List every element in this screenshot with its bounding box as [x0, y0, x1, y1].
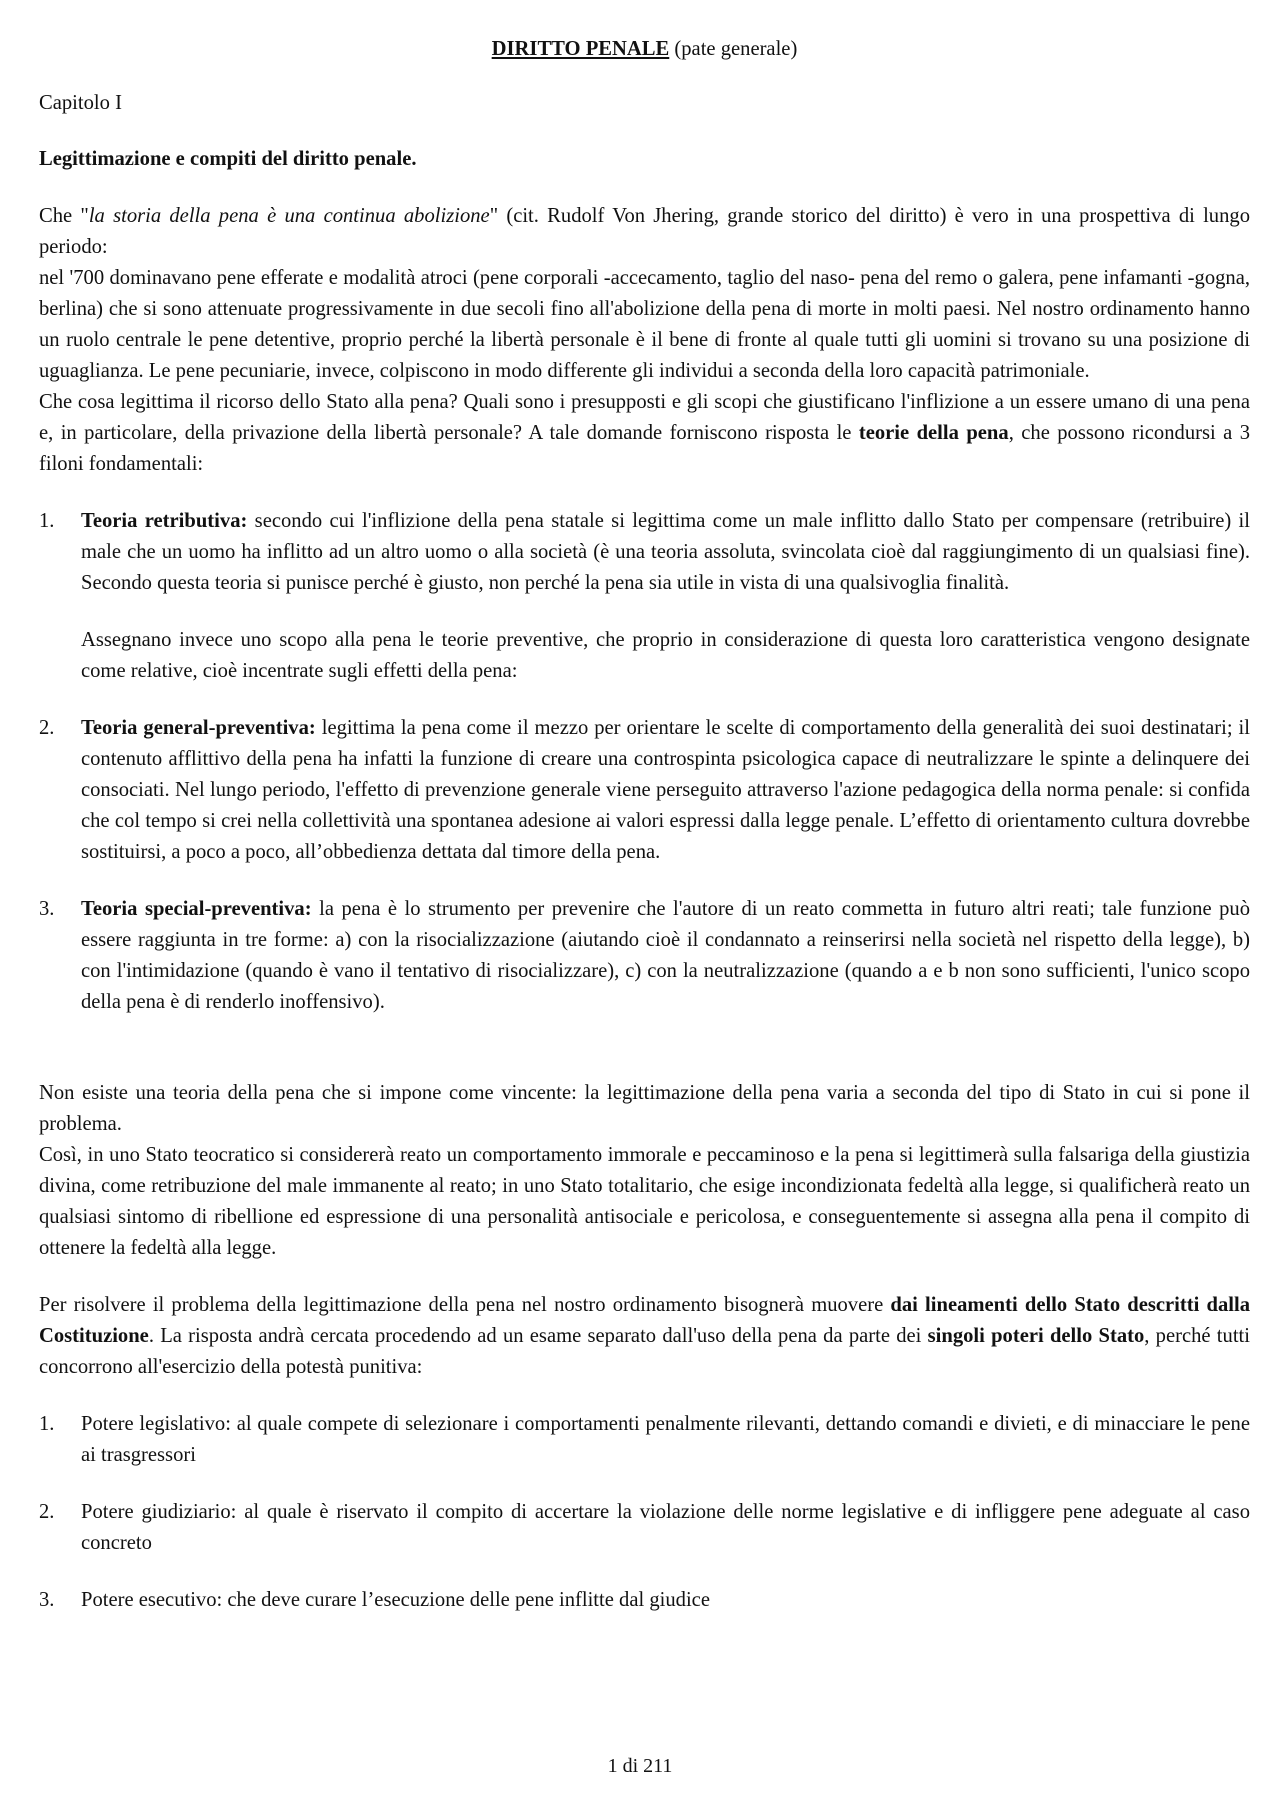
intro-p3-a: Che cosa legittima il ricorso dello Stato alla pena? Quali sono i presupposti e gli scopi che giustificano l'inflizione a un essere umano di una pena e, in particolare, della privazione della libertà personale? A tale domande forniscono risposta le — [39, 391, 1250, 444]
body-paragraph-state: Non esiste una teoria della pena che si impone come vincente: la legittimazione della pena varia a seconda del tipo di Stato in cui si pone il problema. — [39, 1082, 1250, 1135]
title-sub: (pate generale) — [669, 38, 798, 60]
body-p6-bold2: singoli poteri dello Stato — [927, 1325, 1145, 1347]
document-page — [39, 34, 1250, 1616]
body-paragraph-powers — [39, 1290, 1250, 1383]
powers-list — [39, 1497, 1250, 1559]
theory-text: la pena è lo strumento per prevenire che l'autore di un reato commetta in futuro altri reati; tale funzione può essere raggiunta in tre forme: a) con la risocializzazione (aiutando cioè il condannato a reinserirsi nella società nel rispetto della legge), b) con l'intimidazione (quando è vano il tentativo di risocializzare), c) con la neutralizzazione (quando a e b non sono sufficienti, l'unico scopo della pena è di renderlo inoffensivo). — [81, 898, 1250, 1013]
theory-text: legittima la pena come il mezzo per orientare le scelte di comportamento della generalità dei suoi destinatari; il contenuto afflittivo della pena ha infatti la funzione di creare una controspinta psicologica capace di neutralizzare le spinte a delinquere dei consociati. Nel lungo periodo, l'effetto di prevenzione generale viene perseguito attraverso l'azione pedagogica della norma penale: si confida che col tempo si crei nella collettività una spontanea adesione ai valori espressi dalla legge penale. L’effetto di orientamento cultura dovrebbe sostituirsi, a poco a poco, all’obbedienza dettata dal timore della pena. — [81, 717, 1250, 863]
body-p6-bold1: dai lineamenti dello Stato descritti dalla Costituzione — [39, 1294, 1250, 1347]
powers-list — [39, 1585, 1250, 1616]
theory-item — [39, 506, 1250, 599]
intro-p3-bold: teorie della pena — [858, 422, 1009, 444]
preventive-note: Assegnano invece uno scopo alla pena le teorie preventive, che proprio in considerazione di questa loro caratteristica vengono designate come relative, cioè incentrate sugli effetti della pena: — [81, 629, 1250, 682]
document-title — [39, 34, 1250, 65]
page-number: 1 di 211 — [607, 1755, 673, 1777]
list-number: 2. — [39, 1501, 55, 1523]
body-p6-b: . La risposta andrà cercata procedendo ad un esame separato dall'uso della pena da parte dei — [148, 1325, 928, 1347]
theory-text: secondo cui l'inflizione della pena statale si legittima come un male inflitto dallo Stato per compensare (retribuire) il male che un uomo ha inflitto ad un altro uomo o alla società (è una teoria assoluta, svincolata cioè dal raggiungimento di un qualsiasi fine). Secondo questa teoria si punisce perché è giusto, non perché la pena sia utile in vista di una qualsivoglia finalità. — [81, 510, 1250, 594]
powers-list — [39, 1409, 1250, 1471]
intro-p1-b: " (cit. Rudolf Von Jhering, grande storico del diritto) è vero in una prospettiva di lungo periodo: — [39, 205, 1250, 258]
power-text: Potere legislativo: al quale compete di selezionare i comportamenti penalmente rilevanti, dettando comandi e divieti, e di minacciare le pene ai trasgressori — [81, 1413, 1250, 1466]
theories-list-continued — [39, 713, 1250, 868]
theory-name: Teoria general-preventiva: — [81, 717, 316, 739]
power-item — [39, 1585, 1250, 1616]
theories-list — [39, 506, 1250, 599]
chapter-label: Capitolo I — [39, 92, 122, 114]
list-number: 3. — [39, 1589, 55, 1611]
power-text: Potere giudiziario: al quale è riservato il compito di accertare la violazione delle norme legislative e di infliggere pene adeguate al caso concreto — [81, 1501, 1250, 1554]
theory-item — [39, 894, 1250, 1018]
body-p6-c: , perché tutti concorrono all'esercizio della potestà punitiva: — [39, 1325, 1250, 1378]
power-item — [39, 1409, 1250, 1471]
intro-p1-a: Che " — [39, 205, 89, 227]
theories-list-continued — [39, 894, 1250, 1018]
intro-paragraph-history: nel '700 dominavano pene efferate e modalità atroci (pene corporali -accecamento, taglio del naso- pena del remo o galera, pene infamanti -gogna, berlina) che si sono attenuate progressivamente in due secoli fino all'abolizione della pena di morte in molti paesi. Nel nostro ordinamento hanno un ruolo centrale le pene detentive, proprio perché la libertà personale è il bene di fronte al quale tutti gli uomini si trovano su una posizione di uguaglianza. Le pene pecuniarie, invece, colpiscono in modo differente gli individui a seconda della loro capacità patrimoniale. — [39, 267, 1250, 382]
section-heading: Legittimazione e compiti del diritto penale. — [39, 148, 417, 170]
theory-name: Teoria special-preventiva: — [81, 898, 312, 920]
list-number: 3. — [39, 898, 55, 920]
theory-item — [39, 713, 1250, 868]
intro-paragraph-question — [39, 387, 1250, 480]
body-paragraph-examples: Così, in uno Stato teocratico si considererà reato un comportamento immorale e peccaminoso e la pena si legittimerà sulla falsariga della giustizia divina, come retribuzione del male immanente al reato; in uno Stato totalitario, che esige incondizionata fedeltà alla legge, si qualificherà reato un qualsiasi sintomo di ribellione ed espressione di una personalità antisociale e pericolosa, e conseguentemente si assegna alla pena il compito di ottenere la fedeltà alla legge. — [39, 1144, 1250, 1259]
intro-p3-b: , che possono ricondursi a 3 filoni fondamentali: — [39, 422, 1250, 475]
title-main: DIRITTO PENALE — [491, 38, 670, 60]
power-text: Potere esecutivo: che deve curare l’esecuzione delle pene inflitte dal giudice — [81, 1589, 710, 1611]
quote-text: la storia della pena è una continua abolizione — [88, 205, 490, 227]
list-number: 1. — [39, 1413, 55, 1435]
body-p6-a: Per risolvere il problema della legittimazione della pena nel nostro ordinamento bisognerà muovere — [39, 1294, 891, 1316]
power-item — [39, 1497, 1250, 1559]
list-number: 1. — [39, 510, 55, 532]
intro-paragraph-quote — [39, 201, 1250, 263]
theory-name: Teoria retributiva: — [81, 510, 248, 532]
list-number: 2. — [39, 717, 55, 739]
